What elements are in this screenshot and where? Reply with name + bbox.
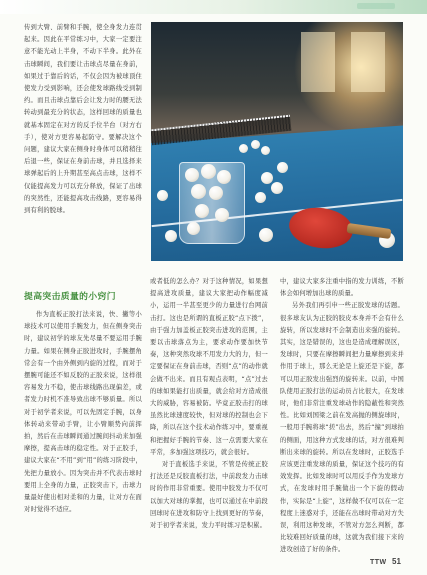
ball (187, 222, 200, 235)
ball (209, 186, 223, 200)
window-light (351, 32, 385, 92)
ball (271, 182, 283, 194)
paragraph: 或者低的怎么办？对于这种情况，如果想提高进攻质量，建议大家把动作幅度减小，运用一半甚至更少的力量进行台网前击打。这也是所谓的直板正胶“点下拨”，由于强力加盖板正胶突击进攻的范围，主要以击球落点为主，要求动作要加快节奏，这种突然攻球不用发力大的力，但一定要保证在身前击球，否则“点”的动作就会做不出来。而且有观点表明，“点”过去的球如果能打出质量，就会给对方造成很大的威胁，容易被防。毕竟正胶击打的球虽然比球速度较快，但对球的控制也会下降，所以在这个技术动作练习中，要重视和把握好手腕的节奏、这一点需要大家在平常，多加强这项技巧，就会很好。 (150, 278, 268, 456)
column-1-bottom (24, 280, 142, 516)
ball (261, 172, 273, 184)
magazine-logo: TTW (370, 559, 387, 566)
column-2 (150, 276, 268, 532)
page-number: 51 (392, 557, 401, 566)
ball (185, 168, 199, 182)
paragraph: 中，建议大家多注重中指的发力训练，不断体会如何增加出球的质量。 (280, 278, 404, 298)
article-photo (151, 22, 403, 261)
ball (195, 204, 209, 218)
paragraph: 传到大臂、前臂和手腕，使全身发力连贯起来。因此在平常练习中，大家一定要注意不能光动上半身，不动下半身。此外在击球瞬间，我们要让击球点尽量在身前，如果过于靠后的话，不仅会因为被球顶住使发力受到影响，还会使发球路线受到制约。而且击球点靠后会让发力时的腰无法转动到最充分的状态，这样回球的质量也就基本固定在对方的反手位半台（对方右手），使对方更容易起防守。要解决这个问题，建议大家在侧身时身体可以稍稍往后退一些，保证在身前击球，并且选择来球弹起后的上升期甚至高点击球，这样不仅能提高发力可以充分释放，保证了出球的突然性，还能提高攻击线路，更容易得到有利的脱球。 (24, 24, 142, 215)
column-3 (280, 276, 404, 557)
ball (277, 162, 288, 173)
ball (157, 190, 168, 201)
ball (165, 230, 177, 242)
window-light (301, 32, 335, 92)
ball (251, 140, 260, 149)
ball (191, 184, 206, 199)
paragraph: 另外我们再引申一些正胶发球的话题。很多球友认为正胶的胶皮本身并不会有什么旋转，所以发球时不会制造出来强的旋转。其实，这是错误的，这也是造成理解误区，发球时，只要在摩擦瞬间把力量摩擦到来并作用于球上，那么无论是上旋还是下旋，都可以用正胶发出强烈的旋转来。以前，中国队使用正胶打法的运动员占比很大，在发球时，他们非常注重发球动作的隐蔽性和突然性。比如刘国梁之前在发高抛的侧旋球时，一般用手腕将球“搓”出去，然后“撞”到球拍的侧面，用这种方式发球的话，对方很难判断出来球的旋转。所以在发球时，正胶选手应该更注重发球的质量，保证这个技巧的有效发挥。比如发球时可以用反手作为发球方式，在发球时用手腕做出一个下旋的假动作，实际是“上旋”，这样做不仅可以在一定程度上迷惑对手，还能在出球时带动对方失误，利用这种发球，不管对方怎么判断，都比较难回好质量的球，这就为我们接下来的进攻创造了好的条件。 (280, 302, 404, 554)
ball (217, 170, 231, 184)
column-1-top (24, 22, 142, 217)
header-bar (0, 0, 427, 14)
paragraph: 对于直板选手来说，不管是传统正胶打法还是反胶直板打法，中前段发力击球时的作用非常重要。使用中胶发力不仅可以加大对球的掌握，也可以通过在中前段回球时在进攻和防守上找到更好的节奏，对于初学者来说，发力平时练习是积累。 (150, 461, 268, 530)
ball (259, 228, 273, 242)
ball (255, 192, 266, 203)
header-decoration (357, 3, 395, 9)
ball (239, 144, 248, 153)
ball (215, 208, 229, 222)
ball (261, 146, 270, 155)
section-heading: 提高突击质量的小窍门 (24, 292, 116, 302)
paragraph: 作为直板正胶打法来说，快、撇等小球技术可以使用手腕发力，但在侧身突击时，建议初学的球友先尽量不要运用手腕力量。如果在侧身正胶进攻时，手腕摆角常会有一个由外侧到内旋的过程，而对于摆腕可能还不如反胶的正胶来说，这样很容易发力不稳，使击球线路出现偏差，或者发力时机不准导致出球不够质量。所以对于初学者来说，可以先固定手腕，以身体转动来带动手臂，让小臂顺势向前挥拍，然后在击球瞬间通过腕间抖动来加强摩擦，提高击球的稳定性。对于正胶手，建议大家在“不用”到“用”的练习阶段中，先把力量放小。因为突击并不代表击球时要用上全身的力量，正胶突击下，击球力量最好使出相对柔和的力量，让对方在面对时觉得不适应。 (24, 311, 142, 514)
ball (201, 164, 216, 179)
